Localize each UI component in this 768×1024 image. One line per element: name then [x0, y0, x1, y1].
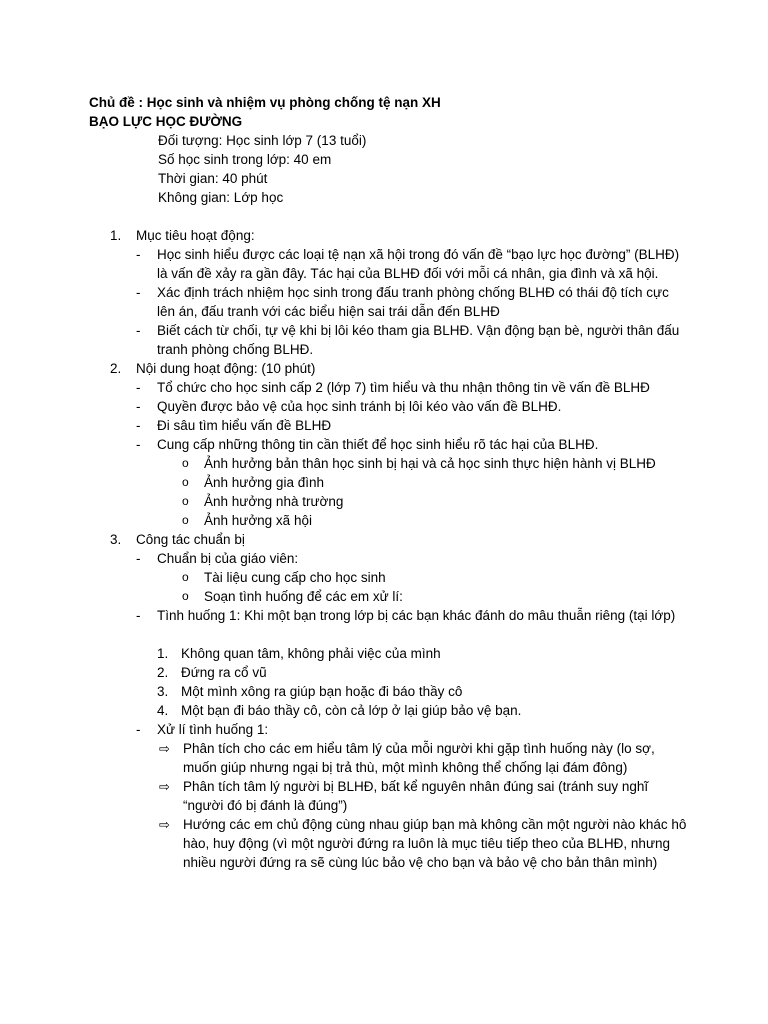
section-number: 3.	[110, 532, 122, 547]
sub-list-item: o Ảnh hưởng bản thân học sinh bị hại và cả học sinh thực hiện hành vị BLHĐ	[182, 456, 656, 471]
meta-duration: Thời gian: 40 phút	[158, 171, 268, 186]
circle-bullet-icon: o	[182, 475, 189, 489]
section-heading	[89, 226, 688, 245]
circle-bullet-icon: o	[182, 513, 189, 527]
arrow-list-item: ⇨ Phân tích tâm lý người bị BLHĐ, bất kể nguyên nhân đúng sai (tránh suy nghĩ “người đó bị đánh là đúng”)	[159, 779, 649, 813]
option-item: 2. Đứng ra cổ vũ	[157, 665, 267, 680]
meta-class-size: Số học sinh trong lớp: 40 em	[158, 152, 332, 167]
section-heading	[89, 359, 688, 378]
list-item: - Chuẩn bị của giáo viên:	[136, 551, 299, 566]
list-item: - Biết cách từ chối, tự vệ khi bị lôi kéo tham gia BLHĐ. Vận động bạn bè, người thân đấu tranh phòng chống BLHĐ.	[136, 323, 680, 357]
list-item: - Cung cấp những thông tin cần thiết để học sinh hiểu rõ tác hại của BLHĐ.	[136, 437, 599, 452]
sub-list-item: o Ảnh hưởng gia đình	[182, 475, 324, 490]
option-item: 1. Không quan tâm, không phải việc của mình	[157, 646, 441, 661]
list-item: - Xác định trách nhiệm học sinh trong đấu tranh phòng chống BLHĐ có thái độ tích cực lên án, đấu tranh với các biểu hiện sai trái dẫn đến BLHĐ	[136, 285, 669, 319]
list-item: - Đi sâu tìm hiểu vấn đề BLHĐ	[136, 418, 332, 433]
list-item: - Xử lí tình huống 1:	[136, 722, 269, 737]
option-item: 4. Một bạn đi báo thầy cô, còn cả lớp ở lại giúp bảo vệ bạn.	[157, 703, 522, 718]
circle-bullet-icon: o	[182, 570, 189, 584]
section-title: Nội dung hoạt động: (10 phút)	[136, 361, 316, 376]
arrow-bullet-icon: ⇨	[159, 741, 170, 756]
meta-location: Không gian: Lớp học	[158, 190, 284, 205]
sub-list-item: o Tài liệu cung cấp cho học sinh	[182, 570, 386, 585]
arrow-list-item: ⇨ Hướng các em chủ động cùng nhau giúp bạn mà không cần một người nào khác hô hào, huy động (vì một người đứng ra luôn là mục tiêu tiếp theo của BLHĐ, nhưng nhiều người đứng ra sẽ cùng lúc bảo vệ cho bạn và bảo vệ cho bản thân mình)	[159, 817, 687, 870]
sub-list-item: o Ảnh hưởng xã hội	[182, 513, 312, 528]
arrow-bullet-icon: ⇨	[159, 779, 170, 794]
section-number: 2.	[110, 361, 122, 376]
arrow-list-item: ⇨ Phân tích cho các em hiểu tâm lý của mỗi người khi gặp tình huống này (lo sợ, muốn giúp nhưng ngại bị trả thù, một mình không thể chống lại đám đông)	[159, 741, 655, 775]
option-item: 3. Một mình xông ra giúp bạn hoặc đi báo thầy cô	[157, 684, 463, 699]
circle-bullet-icon: o	[182, 456, 189, 470]
circle-bullet-icon: o	[182, 494, 189, 508]
document-subtitle: BẠO LỰC HỌC ĐƯỜNG	[89, 114, 243, 129]
document-title: Chủ đề : Học sinh và nhiệm vụ phòng chống tệ nạn XH	[89, 95, 441, 110]
sub-list-item: o Soạn tình huống để các em xử lí:	[182, 589, 403, 604]
list-item: - Tổ chức cho học sinh cấp 2 (lớp 7) tìm hiểu và thu nhận thông tin về vấn đề BLHĐ	[136, 380, 650, 395]
section-heading	[89, 530, 688, 549]
meta-audience: Đối tượng: Học sinh lớp 7 (13 tuổi)	[158, 133, 367, 148]
section-number: 1.	[110, 228, 122, 243]
sub-list-item: o Ảnh hưởng nhà trường	[182, 494, 344, 509]
circle-bullet-icon: o	[182, 589, 189, 603]
section-title: Công tác chuẩn bị	[136, 532, 245, 547]
list-item: - Tình huống 1: Khi một bạn trong lớp bị các bạn khác đánh do mâu thuẫn riêng (tại lớp)	[136, 608, 676, 623]
arrow-bullet-icon: ⇨	[159, 817, 170, 832]
list-item: - Quyền được bảo vệ của học sinh tránh bị lôi kéo vào vấn đề BLHĐ.	[136, 399, 562, 414]
list-item: - Học sinh hiểu được các loại tệ nạn xã hội trong đó vấn đề “bạo lực học đường” (BLHĐ) là vấn đề xảy ra gần đây. Tác hại của BLHĐ đối với mỗi cá nhân, gia đình và xã hội.	[136, 247, 680, 281]
section-title: Mục tiêu hoạt động:	[136, 228, 255, 243]
lesson-info	[158, 131, 688, 207]
